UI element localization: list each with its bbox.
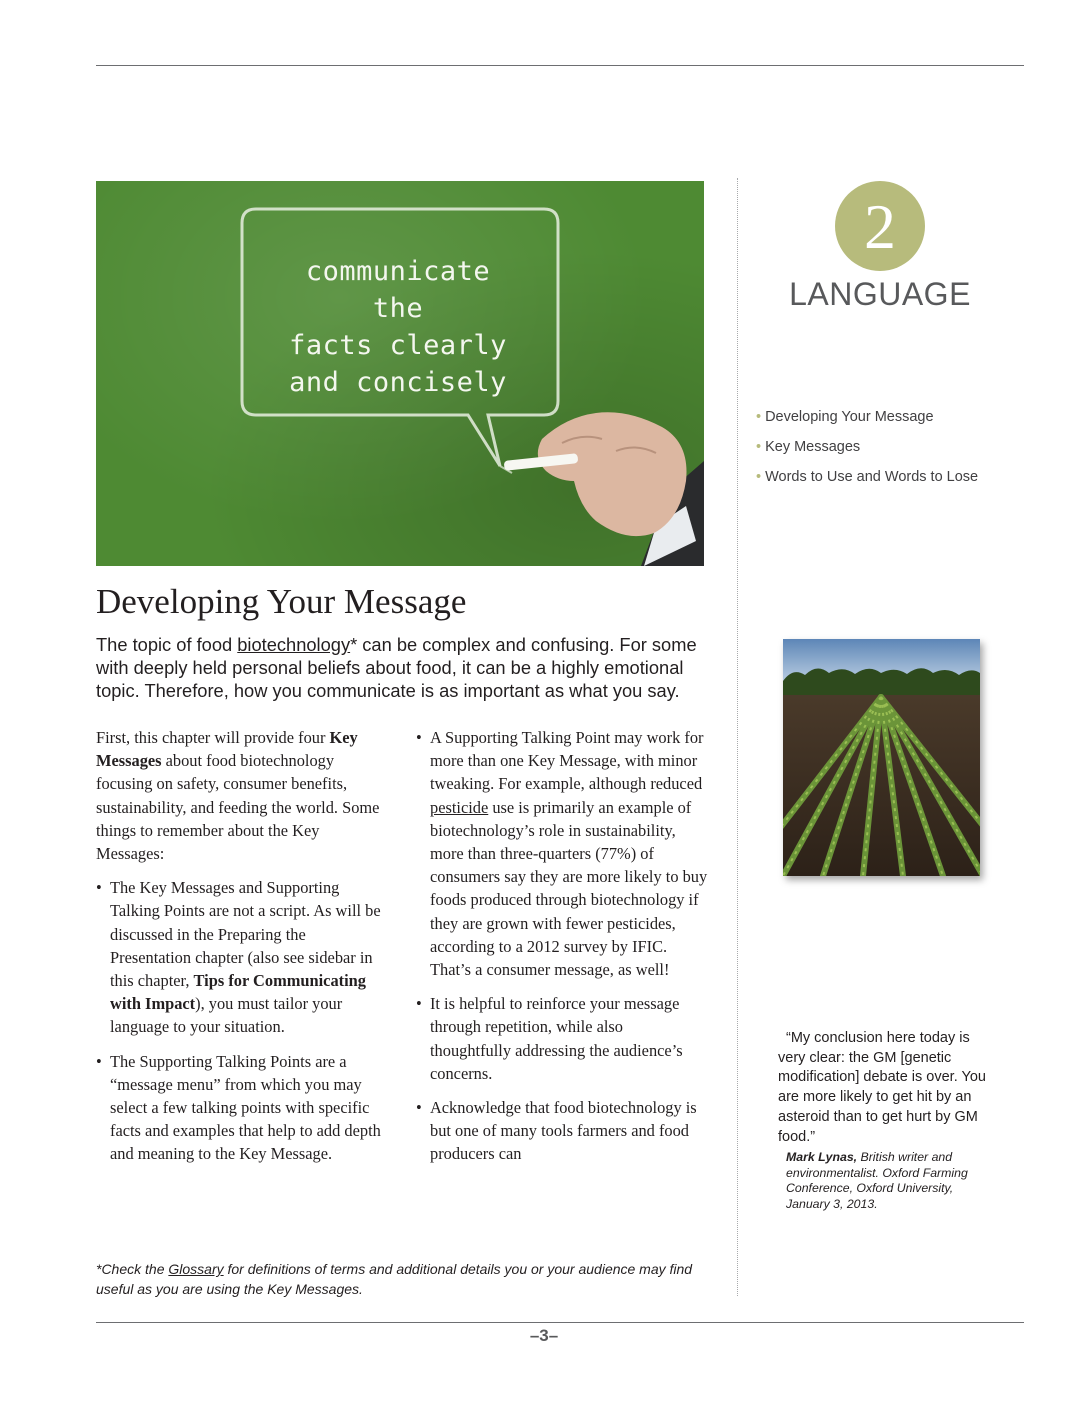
bullet-text: The Key Messages and Supporting Talking Points are not a script. As will be discussed in the Preparing the Presentation chapter (also see sidebar in this chapter, xyxy=(109,878,381,991)
section-heading: Developing Your Message xyxy=(96,582,467,621)
hand xyxy=(538,412,687,536)
toc-item[interactable] xyxy=(756,437,978,467)
column-divider xyxy=(737,178,738,1296)
paragraph xyxy=(96,726,386,865)
page-number: –3– xyxy=(529,1326,559,1345)
glossary-link[interactable]: Glossary xyxy=(168,1261,224,1277)
footnote xyxy=(96,1260,716,1299)
bullet-item: • Acknowledge that food biotechnology is but one of many tools farmers and food producers can xyxy=(416,1098,697,1164)
bullet-item: • The Key Messages and Supporting Talking Points are not a script. As will be discussed in the Preparing the Presentation chapter (also see sidebar in this chapter, Tips for Communicating with Impact), you must tailor your language to your situation. xyxy=(96,878,381,1037)
footnote-text: for definitions of terms and additional details you or your audience may find useful as you are using the Key Messages. xyxy=(96,1261,693,1297)
bullet-text: Acknowledge that food biotechnology is but one of many tools farmers and food producers can xyxy=(429,1098,697,1164)
bullet-text: It is helpful to reinforce your message through repetition, while also thoughtfully addressing the audience’s concerns. xyxy=(429,994,683,1083)
toc-item[interactable] xyxy=(756,467,978,497)
intro-paragraph xyxy=(96,633,708,702)
crop-field-photo xyxy=(783,639,980,876)
intro-text: The topic of food xyxy=(96,634,238,655)
chapter-number-badge: 2 xyxy=(835,181,925,271)
text-column-right xyxy=(416,726,708,1177)
field-image xyxy=(783,639,980,876)
quote-author: Mark Lynas, xyxy=(786,1150,858,1164)
toc-item-label: Words to Use and Words to Lose xyxy=(765,469,979,485)
quote-source: British writer and environmentalist. Oxford Farming Conference, Oxford University, January 3, 2013. xyxy=(786,1150,968,1211)
bullet-text: A Supporting Talking Point may work for more than one Key Message, with minor tweaking. For example, although reduced xyxy=(429,728,704,794)
bottom-rule xyxy=(96,1322,1024,1323)
quote-attribution xyxy=(786,1150,996,1212)
paragraph-text: about food biotechnology focusing on safety, consumer benefits, sustainability, and feeding the world. Some things to remember about the Key Messages: xyxy=(96,751,380,864)
chapter-toc xyxy=(756,407,978,497)
chalk-line-1: communicate the xyxy=(305,256,491,324)
bold-term: Key Messages xyxy=(96,728,358,771)
bullet-icon: • xyxy=(756,439,762,455)
text-column-left xyxy=(96,726,386,1177)
biotechnology-glossary-link[interactable]: biotechnology xyxy=(237,634,351,655)
bullet-text: The Supporting Talking Points are a “message menu” from which you may select a few talking points with specific facts and examples that help to add depth and meaning to the Key Message. xyxy=(109,1051,381,1164)
toc-item-label: Key Messages xyxy=(765,439,861,455)
chalkboard-image xyxy=(96,181,704,566)
toc-item[interactable] xyxy=(756,407,978,437)
chalk-line-3: and concisely xyxy=(289,367,507,398)
toc-item-label: Developing Your Message xyxy=(765,409,934,425)
footnote-text: *Check the xyxy=(96,1261,169,1277)
chalk-message xyxy=(276,253,520,401)
quote-text: “My conclusion here today is very clear: the GM [genetic modification] debate is over. You are more likely to get hit by an asteroid than to get hurt by GM food.” xyxy=(778,1030,986,1145)
chalk-line-2: facts clearly xyxy=(289,330,507,361)
bullet-item: • It is helpful to reinforce your message through repetition, while also thoughtfully addressing the audience’s concerns. xyxy=(416,994,683,1083)
intro-text: * can be complex and confusing. For some with deeply held personal beliefs about food, it can be a highly emotional topic. Therefore, how you communicate is as important as what you say. xyxy=(96,634,697,701)
pesticide-glossary-link[interactable]: pesticide xyxy=(430,797,489,817)
bullet-text: ), you must tailor your language to your situation. xyxy=(110,994,343,1037)
bullet-icon: • xyxy=(756,469,762,485)
chapter-title: LANGUAGE xyxy=(789,276,971,312)
paragraph-text: First, this chapter will provide four xyxy=(96,728,330,747)
bullet-item: • The Supporting Talking Points are a “message menu” from which you may select a few talking points with specific facts and examples that help to add depth and meaning to the Key Message. xyxy=(96,1051,381,1164)
bullet-icon: • xyxy=(756,409,762,425)
bullet-item: • A Supporting Talking Point may work for more than one Key Message, with minor tweaking. For example, although reduced pesticide use is primarily an example of biotechnology’s role in sustainability, more than three-quarters (77%) of consumers say they are more likely to buy foods produced through biotechnology if they are grown with fewer pesticides, according to a 2012 survey by IFIC. That’s a consumer message, as well! xyxy=(416,728,708,980)
pull-quote xyxy=(778,1029,998,1147)
bullet-text: use is primarily an example of biotechnology’s role in sustainability, more than three-quarters (77%) of consumers say they are more likely to buy foods produced through biotechnology if they are grown with fewer pesticides, according to a 2012 survey by IFIC. That’s a consumer message, as well! xyxy=(430,797,708,980)
top-rule xyxy=(96,65,1024,66)
bold-term: Tips for Communicating with Impact xyxy=(110,971,366,1014)
